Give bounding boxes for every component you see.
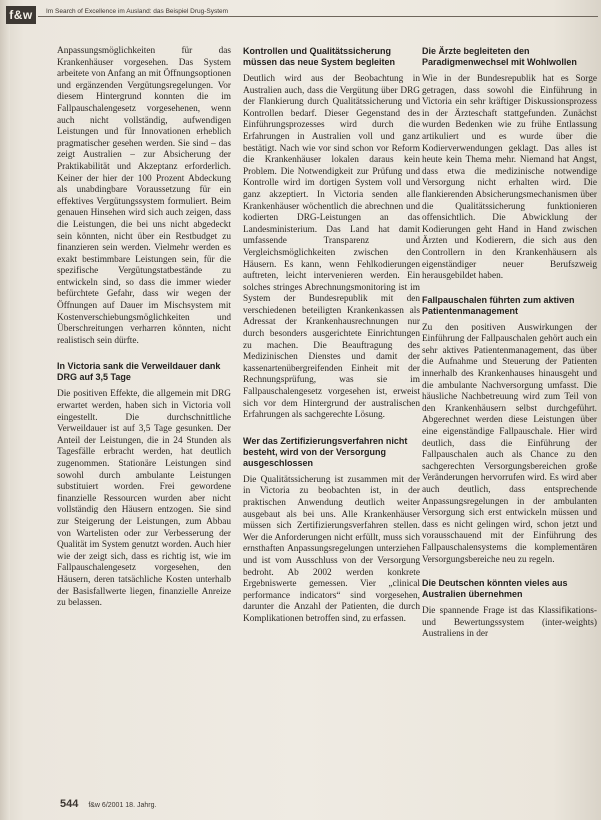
page-header (0, 0, 601, 30)
column-left (57, 46, 231, 610)
body-paragraph: Zu den positiven Auswirkungen der Einführung der Fallpauschalen gehört auch ein sehr aktives Patientenmanagement, das über die Aufnahme und Steuerung der Patienten innerhalb des Krankenhauses hinausgeht und die ambulante Nachversorgung umfasst. Die häusliche Nachbetreuung wird zum Teil von den Krankenhäusern selbst durchgeführt. Abgerechnet werden diese Leistungen über eine eigenständige Fallpauschale. Hier wird deutlich, dass die Einführung der Fallpauschalen auch als Chance zu den sachgerechten Versorgungsbereichen große Veränderungen hervorrufen wird. Es wird aber auch deutlich, dass entsprechende Anpassungsregelungen in der ambulanten Versorgung sich erst entwickeln müssen und dass es nicht gelingen wird, schon jetzt und vorausschauend mit der Einführung des Fallpauschalensystems die komplementären Versorgungsbereiche neu zu regeln. (422, 322, 597, 565)
page-number: 544 (60, 798, 79, 810)
column-middle (243, 46, 420, 626)
page-footer (60, 798, 156, 810)
section-heading: In Victoria sank die Verweildauer dank DRG auf 3,5 Tage (57, 361, 221, 383)
section-heading: Kontrollen und Qualitätssicherung müssen das neue System begleiten (243, 46, 396, 67)
body-paragraph: Deutlich wird aus der Beobachtung in Australien auch, dass die Vergütung über DRG der Flankierung durch Qualitätssicherung und Kontrollen bedarf. Dieser Gegenstand des Einführungsprozesses wird durch die Erfahrungen in Australien voll und ganz bestätigt. Nach wie vor sind schon vor Reform die Krankenhäuser lokalen daraus kein Problem. Die Notwendigkeit zur Prüfung und Kontrolle wird im dortigen System voll und ganz akzeptiert. In Victoria senden alle Krankenhäuser wöchentlich die abrechnen und kodierten DRG-Leistungen an das Landesministerium. Das Land hat damit umfassende Transparenz und Vergleichsmöglichkeiten zwischen den Häusern. Es kann, wenn Fehlkodierungen auftreten, leicht intervenieren werden. Ein solches stringes Abrechnungsmonitoring ist im System der Bundesrepublik mit den verschiedenen beteiligten Krankenkassen als Adressat der Krankenhausrechnungen nur durch besonders ausgerichtete Einrichtungen zu machen. Die Beauftragung des Medizinischen Dienstes und damit der kassenartenübergreifenden Einheit mit der Rechnungsprüfung, was sie im Fallpauschalengesetz vorgesehen ist, erweist sich vor dem Hintergrund der australischen Erfahrungen als sachgerechte Lösung. (243, 74, 420, 421)
running-title: Im Search of Excellence im Ausland: das Beispiel Drug-System (46, 8, 229, 15)
page-edge-shadow (0, 0, 10, 820)
body-paragraph: Anpassungsmöglichkeiten für das Krankenhäuser vorgesehen. Das System arbeitete von Anfang an mit Öffnungsoptionen und ergänzenden Vergütungsregelungen. Vor diesem Hintergrund konnten die im Fallpauschalengesetz vorgesehenen, wenn auch nicht vollständig, aufwendigen Leistungen und für Innovationen erheblich pragmatischer gesehen werden. Sie sind – das zeigt Australien – zur Absicherung der Praktikabilität und Akzeptanz erforderlich. Keiner der hier der 100 Prozent Abdeckung als unabdingbare Voraussetzung für ein effektives Vergütungssystem formuliert. Beim genauen Hinsehen wird sich auch zeigen, dass die Leistungen, die bei uns nicht abgedeckt sein könnten, nicht über ein Restbudget zu finanzieren sein werden. Vielmehr werden es exakt bestimmbare Leistungen sein, für die spezifische Vergütungstatbestände zu entwickeln sind, so dass die immer wieder befürchtete Gefahr, dass wir wegen der Öffnungen auf Dauer im Mischsystem mit Kostenverschiebungsmöglichkeiten und Überschreitungen verharren könnten, nicht realistisch sein dürfte. (57, 46, 231, 346)
section-heading: Die Deutschen könnten vieles aus Australien übernehmen (422, 578, 568, 600)
body-paragraph: Die positiven Effekte, die allgemein mit DRG erwartet werden, haben sich in Victoria voll eingestellt. Die durchschnittliche Verweildauer ist auf 3,5 Tage gesunken. Der Anteil der Leistungen, die in 24 Stunden als Tagesfälle erbracht werden, hat deutlich zugenommen. Stationäre Leistungen sind sowohl durch ambulante Leistungen substituiert worden. Frei gewordene finanzielle Ressourcen wurden aber nicht vollständig den Häusern entzogen. Sie sind zur Steigerung der Leistungen, zum Abbau von Wartelisten oder zur Verbesserung der Qualität im System genutzt worden. Auch hier wie der zeigt sich, dass es richtig ist, wie im Fallpauschalengesetz vorgesehen, den Häusern, deren tatsächliche Kosten unterhalb der Basisfallwerte liegen, finanzielle Anreize zu belassen. (57, 389, 231, 609)
body-paragraph: Die spannende Frage ist das Klassifikations- und Bewertungssystem (inter-weights) Australiens in der (422, 606, 597, 640)
column-right (422, 46, 597, 641)
body-paragraph: Wie in der Bundesrepublik hat es Sorge getragen, dass sowohl die Einführung in Victoria ein sehr kräftiger Diskussionsprozess in der Ärzteschaft stattgefunden. Zunächst wurden Bedenken wie zu frühe Entlassung artikuliert und es wurde über die Kodierverwendungen geklagt. Das alles ist heute kein Thema mehr. Niemand hat Angst, dass etwa die medizinische notwendige Versorgung nicht erhalten wird. Die flankierenden Absicherungsmechanismen über die Qualitätssicherung funktionieren offensichtlich. Die Abwicklung der Kodierungen geht Hand in Hand zwischen Ärzten und Kodierern, die sich aus den Controllern in den Krankenhäusern als eigenständiger neuer Berufszweig herausgebildet haben. (422, 74, 597, 282)
journal-logo: f&w (6, 6, 36, 24)
journal-issue: f&w 6/2001 18. Jahrg. (88, 802, 157, 809)
section-heading: Fallpauschalen führten zum aktiven Patientenmanagement (422, 294, 575, 316)
section-heading: Wer das Zertifizierungsverfahren nicht besteht, wird von der Versorgung ausgeschlossen (243, 435, 408, 468)
section-heading: Die Ärzte begleiteten den Paradigmenwechsel mit Wohlwollen (422, 46, 577, 67)
header-rule (38, 16, 598, 17)
body-paragraph: Die Qualitätssicherung ist zusammen mit der in Victoria zu beobachten ist, in der praktischen Anwendung deutlich weiter ausgebaut als bei uns. Alle Krankenhäuser müssen sich Zertifizierungsverfahren stellen. Wer die Anforderungen nicht erfüllt, muss sich ernsthaften Anpassungsregelungen unterziehen und ist vom Ausschluss von der Versorgung bedroht. Ab 2002 werden konkrete Ergebniswerte gemessen. Vier „clinical performance indicators“ sind vorgesehen, darunter die Anzahl der Patienten, die durch Komplikationen betroffen sind, zu erfassen. (243, 474, 420, 624)
